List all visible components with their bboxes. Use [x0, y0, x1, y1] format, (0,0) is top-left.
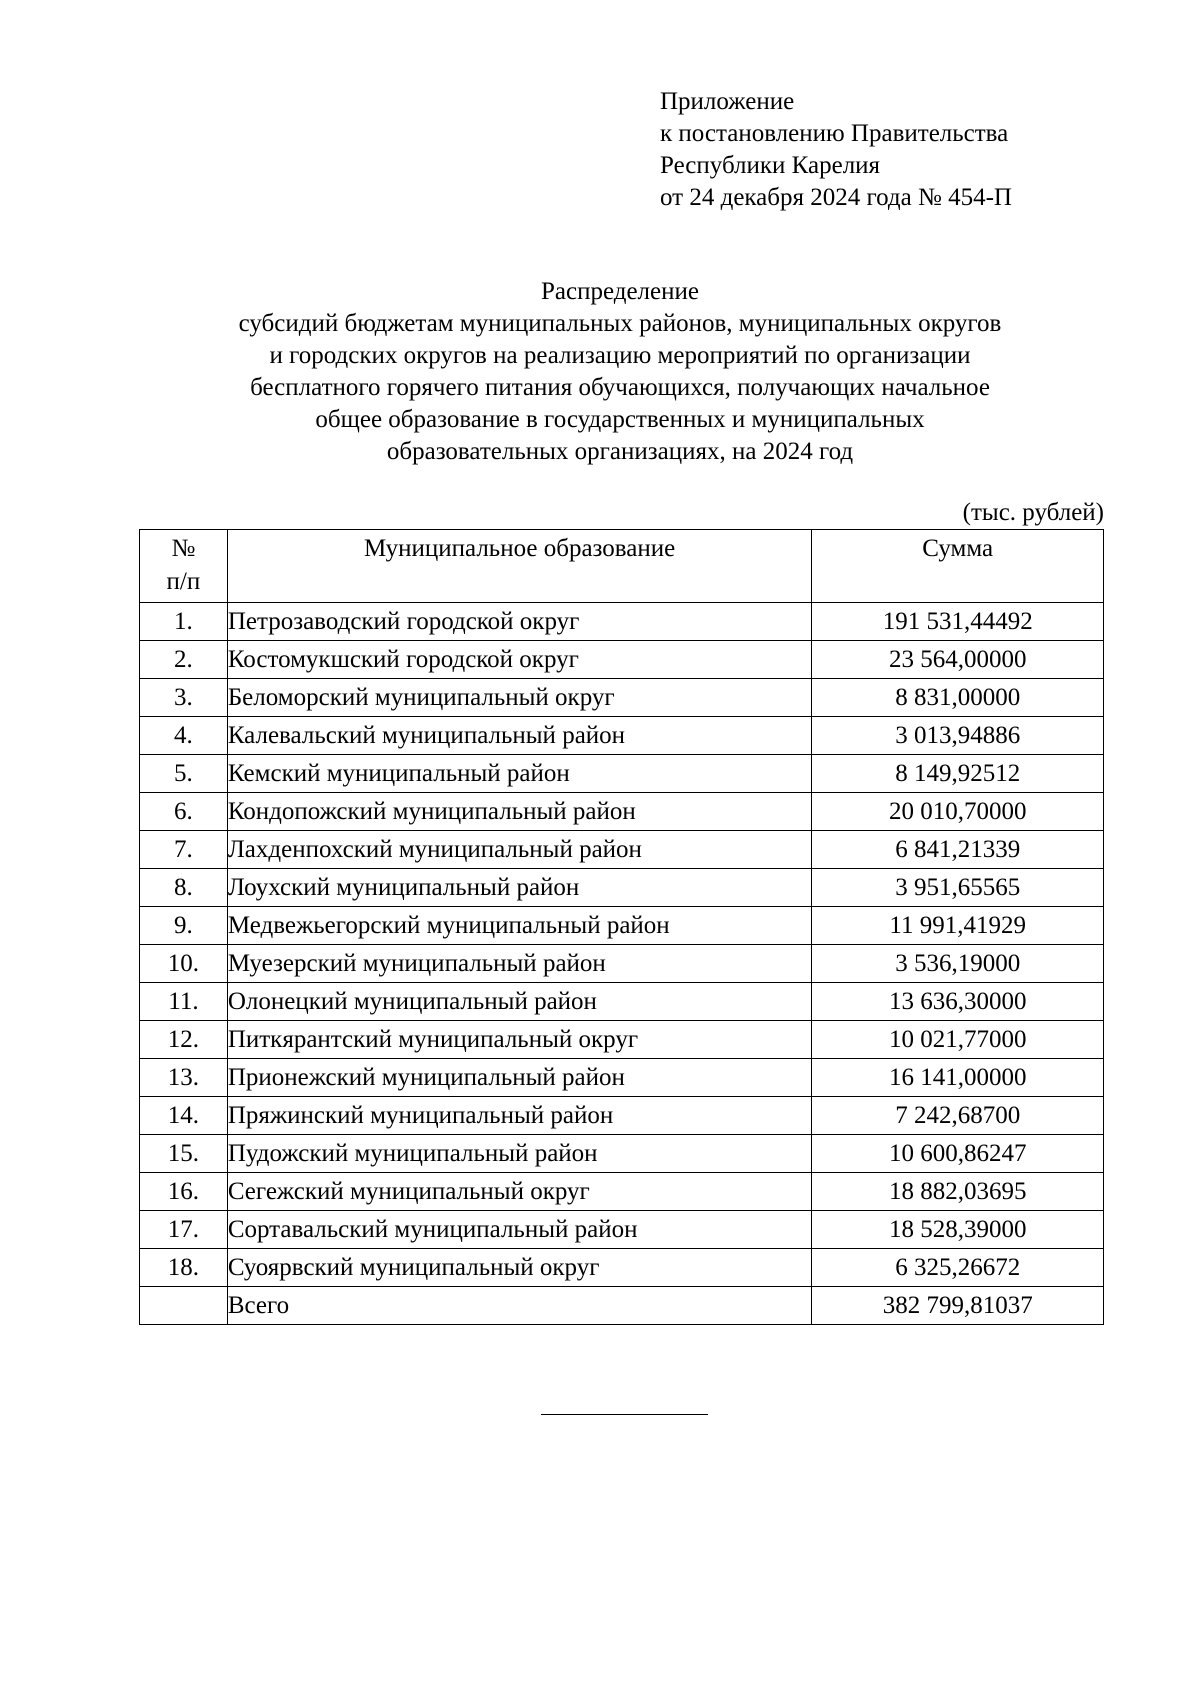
appendix-block: [660, 86, 1012, 214]
row-sum: 18 882,03695: [812, 1173, 1104, 1211]
header-municipality: Муниципальное образование: [227, 530, 812, 603]
row-municipality: Прионежский муниципальный район: [227, 1059, 812, 1097]
header-sum: Сумма: [812, 530, 1104, 603]
row-sum: 10 600,86247: [812, 1135, 1104, 1173]
table-row: [140, 603, 1104, 641]
row-number: 14.: [140, 1097, 228, 1135]
row-sum: 3 951,65565: [812, 869, 1104, 907]
row-number: 15.: [140, 1135, 228, 1173]
row-number: 18.: [140, 1249, 228, 1287]
row-municipality: Медвежьегорский муниципальный район: [227, 907, 812, 945]
row-municipality: Калевальский муниципальный район: [227, 717, 812, 755]
row-sum: 11 991,41929: [812, 907, 1104, 945]
row-sum: 18 528,39000: [812, 1211, 1104, 1249]
table-row: [140, 717, 1104, 755]
distribution-table: [139, 529, 1104, 1325]
row-number: 12.: [140, 1021, 228, 1059]
row-sum: 20 010,70000: [812, 793, 1104, 831]
row-municipality: Сортавальский муниципальный район: [227, 1211, 812, 1249]
title-line: и городских округов на реализацию мероприятий по организации: [269, 342, 971, 369]
row-number: [140, 1287, 228, 1325]
row-sum: 13 636,30000: [812, 983, 1104, 1021]
table-row: [140, 945, 1104, 983]
row-sum: 191 531,44492: [812, 603, 1104, 641]
row-sum: 3 536,19000: [812, 945, 1104, 983]
table-row: [140, 983, 1104, 1021]
row-number: 13.: [140, 1059, 228, 1097]
row-number: 9.: [140, 907, 228, 945]
table-header-row: [140, 530, 1104, 603]
row-sum: 10 021,77000: [812, 1021, 1104, 1059]
row-municipality: Кондопожский муниципальный район: [227, 793, 812, 831]
row-number: 11.: [140, 983, 228, 1021]
row-sum: 16 141,00000: [812, 1059, 1104, 1097]
row-sum: 6 841,21339: [812, 831, 1104, 869]
table-total-row: [140, 1287, 1104, 1325]
table-row: [140, 641, 1104, 679]
row-number: 16.: [140, 1173, 228, 1211]
row-number: 1.: [140, 603, 228, 641]
row-sum: 3 013,94886: [812, 717, 1104, 755]
row-sum: 6 325,26672: [812, 1249, 1104, 1287]
row-number: 3.: [140, 679, 228, 717]
appendix-line: к постановлению Правительства: [660, 120, 1009, 147]
appendix-line: Приложение: [660, 88, 795, 115]
row-municipality: Суоярвский муниципальный округ: [227, 1249, 812, 1287]
row-number: 6.: [140, 793, 228, 831]
table-row: [140, 1173, 1104, 1211]
row-sum: 7 242,68700: [812, 1097, 1104, 1135]
row-number: 10.: [140, 945, 228, 983]
row-municipality: Костомукшский городской округ: [227, 641, 812, 679]
row-municipality: Сегежский муниципальный округ: [227, 1173, 812, 1211]
row-number: 17.: [140, 1211, 228, 1249]
row-sum: 8 149,92512: [812, 755, 1104, 793]
row-municipality: Пряжинский муниципальный район: [227, 1097, 812, 1135]
row-municipality: Муезерский муниципальный район: [227, 945, 812, 983]
title-line: общее образование в государственных и муниципальных: [315, 406, 925, 433]
row-number: 4.: [140, 717, 228, 755]
table-row: [140, 793, 1104, 831]
row-municipality: Лахденпохский муниципальный район: [227, 831, 812, 869]
table-row: [140, 755, 1104, 793]
row-municipality: Петрозаводский городской округ: [227, 603, 812, 641]
row-municipality: Питкярантский муниципальный округ: [227, 1021, 812, 1059]
row-municipality: Лоухский муниципальный район: [227, 869, 812, 907]
table-row: [140, 1097, 1104, 1135]
table-body: [140, 603, 1104, 1325]
row-number: 5.: [140, 755, 228, 793]
row-municipality: Беломорский муниципальный округ: [227, 679, 812, 717]
row-municipality: Кемский муниципальный район: [227, 755, 812, 793]
row-number: 8.: [140, 869, 228, 907]
row-number: 2.: [140, 641, 228, 679]
header-number: № п/п: [140, 530, 228, 603]
table-row: [140, 907, 1104, 945]
title-line: образовательных организациях, на 2024 год: [386, 438, 854, 465]
title-line: субсидий бюджетам муниципальных районов, муниципальных округов: [238, 310, 1002, 337]
table-row: [140, 831, 1104, 869]
row-sum: 8 831,00000: [812, 679, 1104, 717]
table-row: [140, 869, 1104, 907]
title-line: бесплатного горячего питания обучающихся, получающих начальное: [250, 374, 990, 401]
units-label: (тыс. рублей): [962, 499, 1104, 526]
row-municipality: Олонецкий муниципальный район: [227, 983, 812, 1021]
row-municipality: Всего: [227, 1287, 812, 1325]
table-row: [140, 1211, 1104, 1249]
table-row: [140, 1021, 1104, 1059]
appendix-line: от 24 декабря 2024 года № 454-П: [660, 184, 1012, 211]
table-row: [140, 1059, 1104, 1097]
row-sum: 382 799,81037: [812, 1287, 1104, 1325]
title-line: Распределение: [541, 278, 699, 305]
table-row: [140, 1135, 1104, 1173]
document-title: [120, 276, 1120, 468]
table-row: [140, 1249, 1104, 1287]
table-row: [140, 679, 1104, 717]
end-separator-line: [541, 1414, 708, 1415]
row-municipality: Пудожский муниципальный район: [227, 1135, 812, 1173]
row-sum: 23 564,00000: [812, 641, 1104, 679]
row-number: 7.: [140, 831, 228, 869]
appendix-line: Республики Карелия: [660, 152, 881, 179]
